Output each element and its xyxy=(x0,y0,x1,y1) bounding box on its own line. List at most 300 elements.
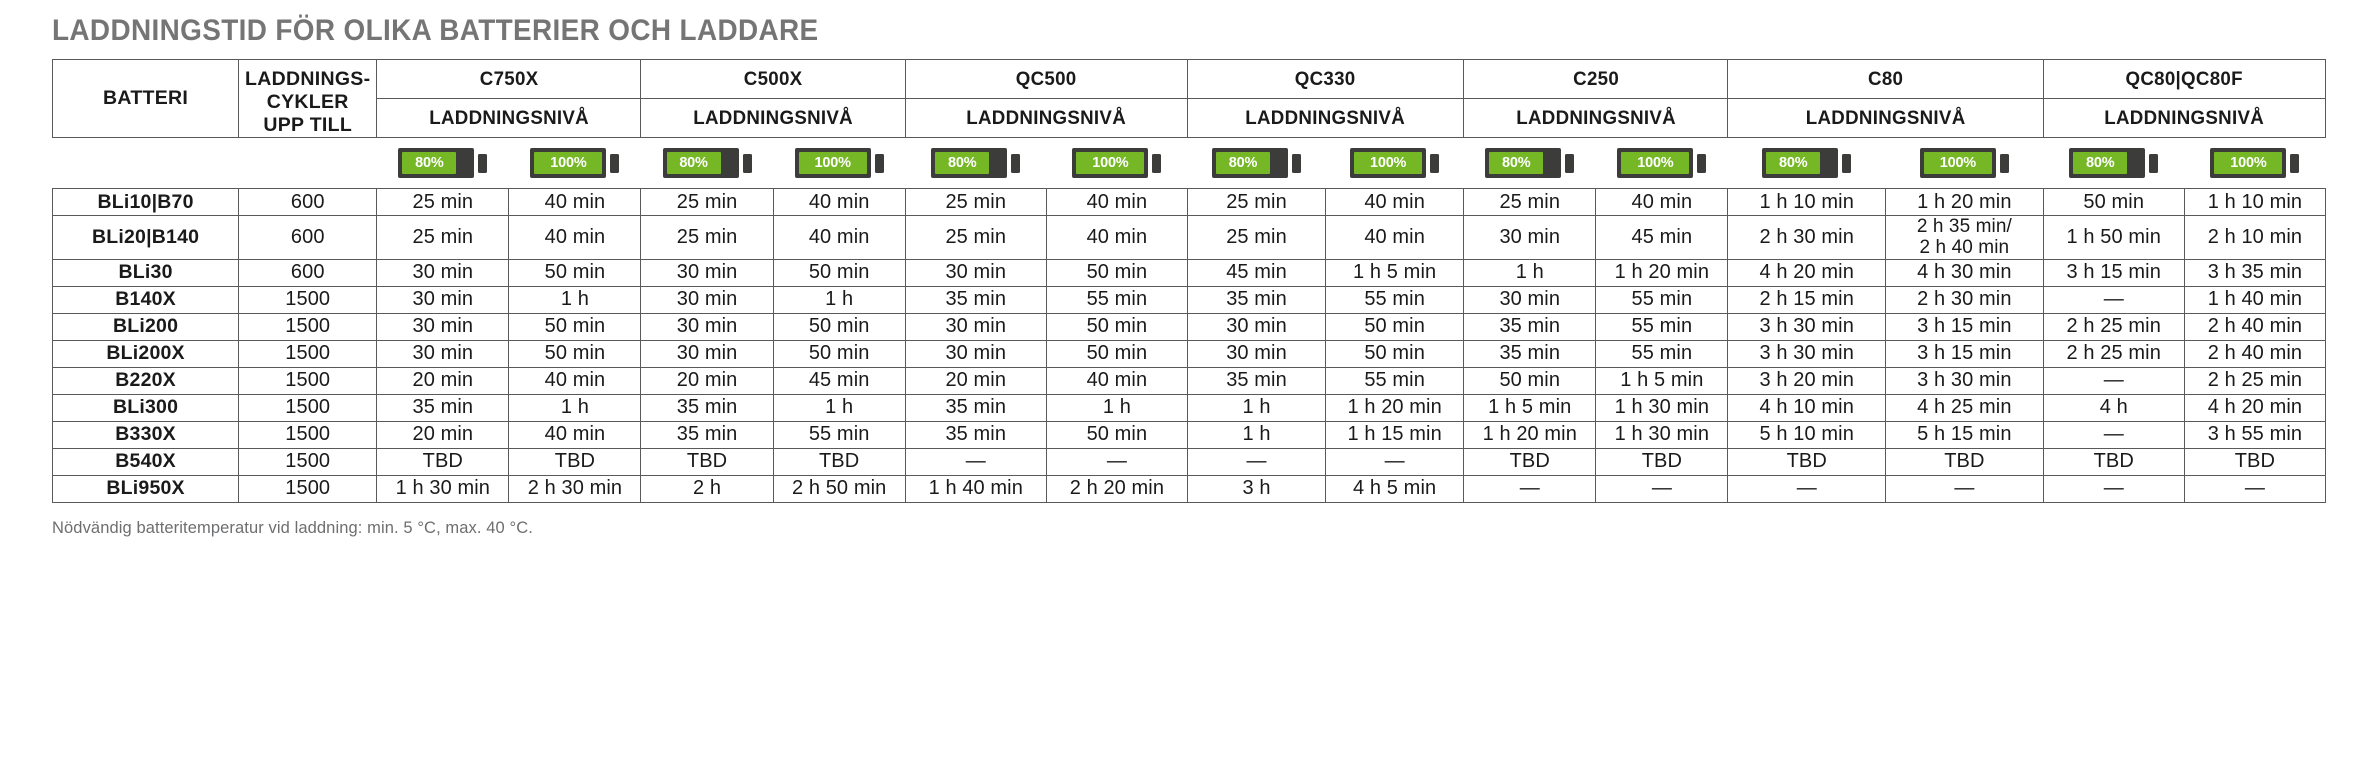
battery-name-cell: BLi950X xyxy=(53,475,239,502)
charging-time-cell: 40 min xyxy=(1326,216,1464,260)
table-row xyxy=(53,340,2326,367)
charging-time-cell: 3 h 20 min xyxy=(1728,367,1886,394)
battery-icon-wrap xyxy=(377,138,509,188)
table-row xyxy=(53,259,2326,286)
header-cycles-line3: UPP TILL xyxy=(263,114,353,136)
charging-time-cell: 25 min xyxy=(1187,189,1325,216)
charging-time-cell: — xyxy=(1187,448,1325,475)
battery-name-cell: BLi10|B70 xyxy=(53,189,239,216)
battery-terminal-icon xyxy=(1842,154,1851,173)
battery-icon xyxy=(663,148,752,178)
charging-time-cell: 30 min xyxy=(377,259,509,286)
charging-time-cell: TBD xyxy=(509,448,641,475)
battery-icon-wrap xyxy=(509,138,641,188)
table-row xyxy=(53,286,2326,313)
charging-time-cell: 35 min xyxy=(377,394,509,421)
charging-time-cell: — xyxy=(1728,475,1886,502)
charging-time-cell: — xyxy=(2043,475,2184,502)
charging-time-cell: 40 min xyxy=(509,367,641,394)
charging-time-cell: 35 min xyxy=(641,421,773,448)
charge-level-cell xyxy=(1187,138,1325,189)
charging-time-cell: 1 h 50 min xyxy=(2043,216,2184,260)
charging-time-cell: 1 h 15 min xyxy=(1326,421,1464,448)
charging-time-cell: 30 min xyxy=(641,286,773,313)
battery-terminal-icon xyxy=(1152,154,1161,173)
charging-time-cell: — xyxy=(1326,448,1464,475)
charging-time-cell: — xyxy=(2043,421,2184,448)
charging-time-cell: 1 h 10 min xyxy=(1728,189,1886,216)
charging-time-cell: — xyxy=(2043,367,2184,394)
charging-time-cell: 1 h 20 min xyxy=(1596,259,1728,286)
header-cycles-line2: CYKLER xyxy=(266,91,349,113)
battery-terminal-icon xyxy=(743,154,752,173)
charging-time-cell: 5 h 15 min xyxy=(1886,421,2044,448)
battery-level-label: 80% xyxy=(1489,152,1543,174)
charging-time-cell: 45 min xyxy=(1596,216,1728,260)
battery-icon xyxy=(398,148,487,178)
charging-time-cell: 2 h xyxy=(641,475,773,502)
battery-icon xyxy=(1485,148,1574,178)
charging-time-cell: 40 min xyxy=(773,189,905,216)
table-row xyxy=(53,394,2326,421)
charge-cycles-cell: 1500 xyxy=(239,448,377,475)
charging-time-cell: 3 h 30 min xyxy=(1728,313,1886,340)
battery-icon xyxy=(1920,148,2009,178)
header-sub-c500x: LADDNINGSNIVÅ xyxy=(646,99,900,138)
charging-time-cell: 35 min xyxy=(641,394,773,421)
charging-time-cell: 2 h 30 min xyxy=(509,475,641,502)
charge-cycles-cell: 600 xyxy=(239,259,377,286)
charge-cycles-cell: 1500 xyxy=(239,475,377,502)
battery-icon-wrap xyxy=(1326,138,1464,188)
table-row xyxy=(53,313,2326,340)
charging-time-cell: 4 h 10 min xyxy=(1728,394,1886,421)
battery-level-label: 80% xyxy=(935,152,989,174)
battery-name-cell: BLi200 xyxy=(53,313,239,340)
charge-level-icon-row xyxy=(53,138,2326,189)
battery-name-cell: BLi30 xyxy=(53,259,239,286)
charge-level-cell xyxy=(1326,138,1464,189)
charging-time-cell: TBD xyxy=(2184,448,2325,475)
battery-icon xyxy=(795,148,884,178)
charging-time-cell: 50 min xyxy=(773,340,905,367)
charging-time-cell: 20 min xyxy=(905,367,1046,394)
batt-row-spacer-battery xyxy=(53,138,239,189)
charging-time-cell: — xyxy=(2043,286,2184,313)
charging-time-cell: 45 min xyxy=(773,367,905,394)
charging-time-cell: 50 min xyxy=(773,259,905,286)
battery-icon-wrap xyxy=(773,138,905,188)
charging-time-cell: TBD xyxy=(773,448,905,475)
charging-time-cell: 1 h 30 min xyxy=(377,475,509,502)
battery-terminal-icon xyxy=(1292,154,1301,173)
table-row xyxy=(53,216,2326,260)
charging-time-cell: 2 h 30 min xyxy=(1728,216,1886,260)
table-body xyxy=(53,138,2326,503)
battery-terminal-icon xyxy=(875,154,884,173)
charge-level-cell xyxy=(509,138,641,189)
battery-level-label: 100% xyxy=(799,152,867,174)
battery-icon-body xyxy=(1212,148,1288,178)
battery-level-label: 100% xyxy=(2214,152,2282,174)
table-row xyxy=(53,367,2326,394)
charging-time-cell: 2 h 50 min xyxy=(773,475,905,502)
charging-time-cell: 35 min xyxy=(905,421,1046,448)
battery-level-label: 80% xyxy=(667,152,721,174)
battery-level-label: 80% xyxy=(402,152,456,174)
battery-icon-wrap xyxy=(1046,138,1187,188)
battery-terminal-icon xyxy=(1430,154,1439,173)
battery-name-cell: BLi20|B140 xyxy=(53,216,239,260)
charging-time-cell: 1 h 10 min xyxy=(2184,189,2325,216)
charge-level-cell xyxy=(2043,138,2184,189)
charging-time-cell: 1 h xyxy=(1187,394,1325,421)
battery-icon-body xyxy=(2069,148,2145,178)
header-sub-qc80: LADDNINGSNIVÅ xyxy=(2049,99,2320,138)
charging-time-cell: 25 min xyxy=(905,189,1046,216)
charging-time-cell: 20 min xyxy=(377,367,509,394)
charging-time-cell: 55 min xyxy=(1596,286,1728,313)
charging-time-cell: 4 h 20 min xyxy=(1728,259,1886,286)
battery-icon-body xyxy=(1762,148,1838,178)
charging-time-cell: 45 min xyxy=(1187,259,1325,286)
header-row-charger-names xyxy=(53,60,2326,99)
header-sub-c80: LADDNINGSNIVÅ xyxy=(1734,99,2037,138)
battery-level-label: 100% xyxy=(534,152,602,174)
battery-level-label: 80% xyxy=(1766,152,1820,174)
charging-time-cell: 50 min xyxy=(509,313,641,340)
charging-time-line: 2 h 35 min/ xyxy=(1916,216,2012,237)
header-sub-c750x: LADDNINGSNIVÅ xyxy=(382,99,636,138)
charging-time-cell: 25 min xyxy=(377,216,509,260)
charging-time-cell: TBD xyxy=(1596,448,1728,475)
charge-level-cell xyxy=(905,138,1046,189)
charging-time-cell: 1 h xyxy=(1046,394,1187,421)
table-row xyxy=(53,475,2326,502)
charging-time-cell: TBD xyxy=(2043,448,2184,475)
table-header xyxy=(53,60,2326,138)
charging-time-cell: 1 h 20 min xyxy=(1326,394,1464,421)
charging-time-cell: 30 min xyxy=(905,259,1046,286)
charging-time-cell: 1 h xyxy=(773,394,905,421)
charging-time-cell: 1 h 20 min xyxy=(1886,189,2044,216)
charge-cycles-cell: 1500 xyxy=(239,367,377,394)
charging-time-cell: 1 h xyxy=(1187,421,1325,448)
charging-time-cell: 20 min xyxy=(641,367,773,394)
battery-icon xyxy=(530,148,619,178)
charging-time-cell: 30 min xyxy=(377,340,509,367)
header-charger-qc500: QC500 xyxy=(911,60,1182,99)
charge-cycles-cell: 600 xyxy=(239,216,377,260)
charging-time-cell: 40 min xyxy=(509,189,641,216)
charging-time-cell: 1 h 5 min xyxy=(1596,367,1728,394)
charging-time-cell: 40 min xyxy=(509,216,641,260)
battery-terminal-icon xyxy=(1011,154,1020,173)
battery-level-label: 80% xyxy=(2073,152,2127,174)
charging-time-cell: 30 min xyxy=(905,340,1046,367)
header-charger-c250: C250 xyxy=(1469,60,1723,99)
charging-time-cell: 25 min xyxy=(641,189,773,216)
battery-icon-wrap xyxy=(905,138,1046,188)
battery-level-label: 100% xyxy=(1621,152,1689,174)
battery-name-cell: B330X xyxy=(53,421,239,448)
header-cycles-line1: LADDNINGS- xyxy=(245,68,371,90)
charging-time-cell: 55 min xyxy=(1326,367,1464,394)
charging-time-cell: 30 min xyxy=(905,313,1046,340)
battery-terminal-icon xyxy=(1697,154,1706,173)
charging-time-cell: 35 min xyxy=(905,394,1046,421)
charging-time-cell: 2 h 25 min xyxy=(2043,313,2184,340)
charge-level-cell xyxy=(2184,138,2325,189)
header-sub-qc330: LADDNINGSNIVÅ xyxy=(1193,99,1458,138)
charging-time-cell: 40 min xyxy=(1046,189,1187,216)
batt-row-spacer-cycles xyxy=(239,138,377,189)
charging-time-cell: 40 min xyxy=(1046,216,1187,260)
battery-icon xyxy=(1617,148,1706,178)
charging-time-cell: 30 min xyxy=(1464,286,1596,313)
charging-time-cell xyxy=(1886,216,2044,260)
header-charger-c500x: C500X xyxy=(646,60,900,99)
header-charger-c750x: C750X xyxy=(382,60,636,99)
charging-time-cell: 40 min xyxy=(1326,189,1464,216)
charging-time-cell: 1 h 20 min xyxy=(1464,421,1596,448)
header-row-charge-level xyxy=(53,99,2326,138)
battery-icon-body xyxy=(1485,148,1561,178)
charging-time-table xyxy=(52,59,2326,503)
charge-level-cell xyxy=(773,138,905,189)
battery-icon xyxy=(1212,148,1301,178)
charging-time-cell: 25 min xyxy=(641,216,773,260)
battery-icon-body xyxy=(663,148,739,178)
battery-icon-wrap xyxy=(1728,138,1886,188)
charge-level-cell xyxy=(377,138,509,189)
charging-time-cell: 4 h 25 min xyxy=(1886,394,2044,421)
battery-terminal-icon xyxy=(2149,154,2158,173)
charging-time-cell: 2 h 40 min xyxy=(2184,313,2325,340)
battery-icon-body xyxy=(1617,148,1693,178)
charging-time-cell: 50 min xyxy=(1464,367,1596,394)
battery-icon-body xyxy=(1920,148,1996,178)
battery-terminal-icon xyxy=(2290,154,2299,173)
charging-time-cell: 3 h 55 min xyxy=(2184,421,2325,448)
charging-time-cell: 40 min xyxy=(1046,367,1187,394)
charging-time-cell: TBD xyxy=(1886,448,2044,475)
table-row xyxy=(53,421,2326,448)
charging-time-cell: 55 min xyxy=(773,421,905,448)
charging-time-cell: 25 min xyxy=(1187,216,1325,260)
charging-time-cell: 30 min xyxy=(641,340,773,367)
charging-time-cell: 2 h 30 min xyxy=(1886,286,2044,313)
charging-time-cell: 3 h 15 min xyxy=(1886,313,2044,340)
battery-icon-wrap xyxy=(1886,138,2044,188)
header-cycles xyxy=(239,60,377,138)
charging-time-cell: 1 h 30 min xyxy=(1596,394,1728,421)
charging-time-cell: 30 min xyxy=(1187,340,1325,367)
charging-time-cell: 35 min xyxy=(1187,286,1325,313)
charging-time-cell: 1 h 5 min xyxy=(1326,259,1464,286)
battery-icon-body xyxy=(398,148,474,178)
charging-time-cell: 50 min xyxy=(1046,259,1187,286)
charging-time-cell: 1 h xyxy=(509,286,641,313)
charging-time-cell: 30 min xyxy=(641,259,773,286)
charging-time-cell: 3 h 15 min xyxy=(2043,259,2184,286)
battery-icon xyxy=(1762,148,1851,178)
charging-time-cell: 2 h 10 min xyxy=(2184,216,2325,260)
battery-icon-wrap xyxy=(1187,138,1325,188)
battery-name-cell: B220X xyxy=(53,367,239,394)
battery-terminal-icon xyxy=(1565,154,1574,173)
charging-time-cell: 2 h 15 min xyxy=(1728,286,1886,313)
charging-time-cell: 35 min xyxy=(905,286,1046,313)
charging-time-cell: 50 min xyxy=(509,259,641,286)
charging-time-cell: 50 min xyxy=(1326,340,1464,367)
table-row xyxy=(53,448,2326,475)
charge-level-cell xyxy=(1886,138,2044,189)
charge-cycles-cell: 1500 xyxy=(239,286,377,313)
charging-time-cell: 3 h 30 min xyxy=(1886,367,2044,394)
charge-level-cell xyxy=(1464,138,1596,189)
charging-time-cell: 35 min xyxy=(1464,313,1596,340)
battery-icon-body xyxy=(1072,148,1148,178)
header-charger-c80: C80 xyxy=(1734,60,2037,99)
charging-time-cell: 1 h 40 min xyxy=(2184,286,2325,313)
charging-time-cell: 3 h xyxy=(1187,475,1325,502)
charging-time-cell: 55 min xyxy=(1596,313,1728,340)
charging-time-cell: 2 h 40 min xyxy=(2184,340,2325,367)
battery-terminal-icon xyxy=(2000,154,2009,173)
table-row xyxy=(53,189,2326,216)
charge-level-cell xyxy=(1596,138,1728,189)
charging-time-cell: 4 h 20 min xyxy=(2184,394,2325,421)
charging-time-cell: — xyxy=(1596,475,1728,502)
charging-time-cell: 1 h xyxy=(509,394,641,421)
charging-time-cell: 5 h 10 min xyxy=(1728,421,1886,448)
charging-time-cell: 1 h xyxy=(1464,259,1596,286)
charging-time-cell: 30 min xyxy=(377,286,509,313)
charging-time-cell: 1 h xyxy=(773,286,905,313)
charging-time-cell: 40 min xyxy=(509,421,641,448)
battery-name-cell: B140X xyxy=(53,286,239,313)
charging-time-cell: 35 min xyxy=(1187,367,1325,394)
charging-time-cell: 30 min xyxy=(1187,313,1325,340)
charging-time-cell: 50 min xyxy=(2043,189,2184,216)
charging-time-cell: — xyxy=(2184,475,2325,502)
battery-icon xyxy=(2069,148,2158,178)
charging-time-line: 2 h 40 min xyxy=(1919,237,2010,259)
charge-level-cell xyxy=(641,138,773,189)
charging-time-cell: 4 h 30 min xyxy=(1886,259,2044,286)
charge-cycles-cell: 1500 xyxy=(239,313,377,340)
header-sub-qc500: LADDNINGSNIVÅ xyxy=(911,99,1182,138)
charge-cycles-cell: 600 xyxy=(239,189,377,216)
charging-time-cell: 1 h 40 min xyxy=(905,475,1046,502)
charging-time-cell: 55 min xyxy=(1326,286,1464,313)
charge-level-cell xyxy=(1728,138,1886,189)
charge-cycles-cell: 1500 xyxy=(239,421,377,448)
battery-icon-wrap xyxy=(1596,138,1728,188)
charging-time-cell: — xyxy=(1886,475,2044,502)
battery-icon-body xyxy=(2210,148,2286,178)
charging-time-cell: — xyxy=(1046,448,1187,475)
battery-icon xyxy=(1350,148,1439,178)
charging-time-cell: 3 h 15 min xyxy=(1886,340,2044,367)
battery-icon xyxy=(931,148,1020,178)
page-title: LADDNINGSTID FÖR OLIKA BATTERIER OCH LADDARE xyxy=(52,14,819,47)
battery-name-cell: BLi200X xyxy=(53,340,239,367)
battery-icon-wrap xyxy=(1464,138,1596,188)
charge-cycles-cell: 1500 xyxy=(239,340,377,367)
charging-time-cell: 50 min xyxy=(1326,313,1464,340)
charging-time-cell: 4 h 5 min xyxy=(1326,475,1464,502)
charging-time-cell: 1 h 30 min xyxy=(1596,421,1728,448)
charge-cycles-cell: 1500 xyxy=(239,394,377,421)
battery-icon xyxy=(2210,148,2299,178)
battery-terminal-icon xyxy=(610,154,619,173)
charging-time-cell: 50 min xyxy=(1046,313,1187,340)
charging-time-cell: 55 min xyxy=(1046,286,1187,313)
charging-time-cell: 2 h 20 min xyxy=(1046,475,1187,502)
header-battery: BATTERI xyxy=(53,60,239,138)
header-charger-qc330: QC330 xyxy=(1193,60,1458,99)
battery-terminal-icon xyxy=(478,154,487,173)
charging-time-cell: 50 min xyxy=(1046,340,1187,367)
charging-time-cell: TBD xyxy=(1728,448,1886,475)
battery-icon-body xyxy=(931,148,1007,178)
charging-time-cell: 3 h 30 min xyxy=(1728,340,1886,367)
charging-time-cell: 4 h xyxy=(2043,394,2184,421)
charging-time-cell: 1 h 5 min xyxy=(1464,394,1596,421)
header-charger-qc80: QC80|QC80F xyxy=(2049,60,2320,99)
battery-level-label: 100% xyxy=(1354,152,1422,174)
charging-time-cell: 25 min xyxy=(905,216,1046,260)
charging-time-cell: — xyxy=(905,448,1046,475)
charging-time-cell: TBD xyxy=(377,448,509,475)
charging-time-cell: 50 min xyxy=(773,313,905,340)
charging-time-cell: 35 min xyxy=(1464,340,1596,367)
battery-icon-body xyxy=(1350,148,1426,178)
charging-time-cell: 30 min xyxy=(641,313,773,340)
charging-time-cell: 2 h 25 min xyxy=(2043,340,2184,367)
temperature-footnote: Nödvändig batteritemperatur vid laddning: min. 5 °C, max. 40 °C. xyxy=(52,518,533,537)
charging-time-cell: TBD xyxy=(1464,448,1596,475)
battery-icon-body xyxy=(795,148,871,178)
charging-time-cell: 30 min xyxy=(377,313,509,340)
charging-time-cell: 40 min xyxy=(773,216,905,260)
charging-time-cell: 30 min xyxy=(1464,216,1596,260)
battery-level-label: 100% xyxy=(1076,152,1144,174)
charging-time-cell: TBD xyxy=(641,448,773,475)
charging-time-cell: 50 min xyxy=(509,340,641,367)
battery-level-label: 80% xyxy=(1216,152,1270,174)
charging-time-cell: 20 min xyxy=(377,421,509,448)
charging-time-cell: 2 h 25 min xyxy=(2184,367,2325,394)
battery-icon-body xyxy=(530,148,606,178)
charging-time-cell: 25 min xyxy=(1464,189,1596,216)
battery-name-cell: BLi300 xyxy=(53,394,239,421)
battery-icon-wrap xyxy=(2043,138,2184,188)
charging-time-cell: 50 min xyxy=(1046,421,1187,448)
battery-icon-wrap xyxy=(2184,138,2325,188)
charging-time-cell: — xyxy=(1464,475,1596,502)
charging-time-cell: 40 min xyxy=(1596,189,1728,216)
charging-time-cell: 55 min xyxy=(1596,340,1728,367)
battery-level-label: 100% xyxy=(1924,152,1992,174)
charging-time-cell: 25 min xyxy=(377,189,509,216)
charging-time-cell: 3 h 35 min xyxy=(2184,259,2325,286)
battery-icon xyxy=(1072,148,1161,178)
charge-level-cell xyxy=(1046,138,1187,189)
header-sub-c250: LADDNINGSNIVÅ xyxy=(1469,99,1723,138)
